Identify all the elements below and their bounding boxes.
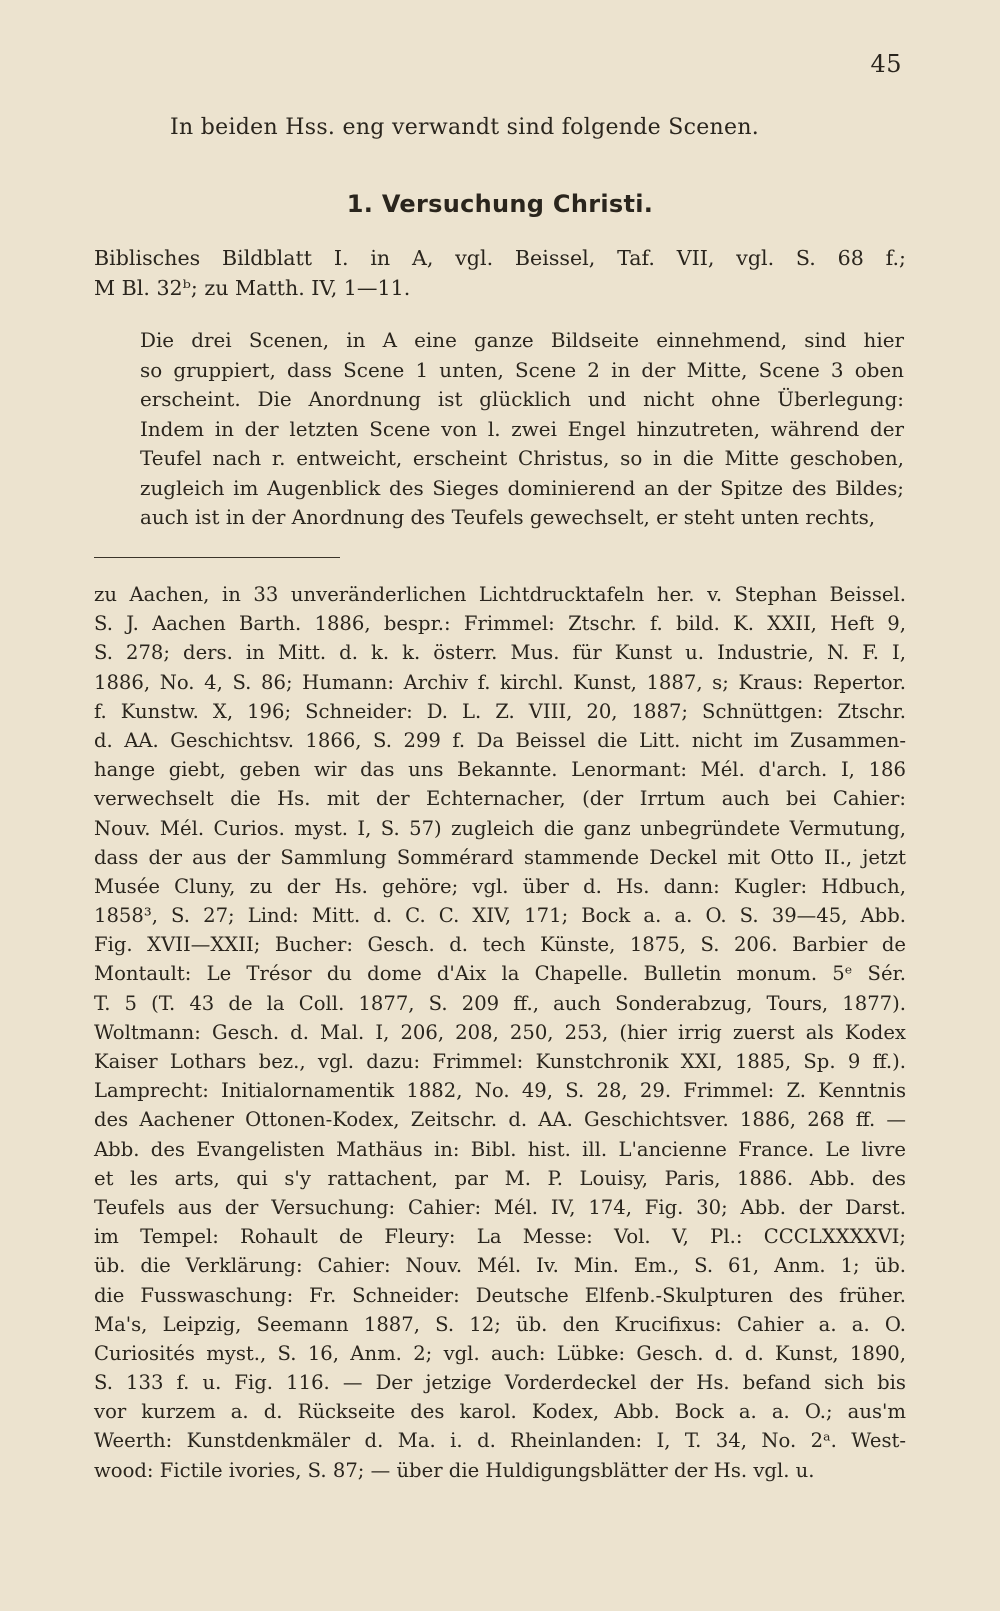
body-line: so gruppiert, dass Scene 1 unten, Scene 2 in der Mitte, Scene 3 oben	[140, 358, 904, 382]
footnote-line: Lamprecht: Initialornamentik 1882, No. 49, S. 28, 29. Frimmel: Z. Kenntnis	[94, 1079, 906, 1103]
body-line: Indem in der letzten Scene von l. zwei Engel hinzutreten, während der	[140, 417, 904, 441]
footnote-line: S. 278; ders. in Mitt. d. k. k. österr. Mus. für Kunst u. Industrie, N. F. I,	[94, 641, 906, 665]
page-number: 45	[870, 50, 902, 78]
footnote-line: T. 5 (T. 43 de la Coll. 1877, S. 209 ff., auch Sonderabzug, Tours, 1877).	[94, 991, 906, 1015]
footnote-line: hange giebt, geben wir das uns Bekannte. Lenormant: Mél. d'arch. I, 186	[94, 758, 906, 782]
reference-line: Biblisches Bildblatt I. in A, vgl. Beissel, Taf. VII, vgl. S. 68 f.;	[94, 246, 906, 270]
footnote-line: Teufels aus der Versuchung: Cahier: Mél. IV, 174, Fig. 30; Abb. der Darst.	[94, 1195, 906, 1219]
footnote	[94, 580, 906, 1485]
footnote-line: Kaiser Lothars bez., vgl. dazu: Frimmel: Kunstchronik XXI, 1885, Sp. 9 ff.).	[94, 1050, 906, 1073]
footnote-line: vor kurzem a. d. Rückseite des karol. Kodex, Abb. Bock a. a. O.; aus'm	[94, 1400, 906, 1424]
footnote-line: Nouv. Mél. Curios. myst. I, S. 57) zugleich die ganz unbegründete Vermutung,	[94, 816, 906, 840]
footnote-line: dass der aus der Sammlung Sommérard stammende Deckel mit Otto II., jetzt	[94, 845, 906, 869]
footnote-line: S. 133 f. u. Fig. 116. — Der jetzige Vorderdeckel der Hs. befand sich bis	[94, 1371, 906, 1395]
footnote-line: wood: Fictile ivories, S. 87; — über die Huldigungsblätter der Hs. vgl. u.	[94, 1458, 815, 1482]
body-line: erscheint. Die Anordnung ist glücklich und nicht ohne Überlegung:	[140, 388, 904, 411]
footnote-line: Weerth: Kunstdenkmäler d. Ma. i. d. Rheinlanden: I, T. 34, No. 2ᵃ. West-	[94, 1429, 906, 1453]
footnote-line: f. Kunstw. X, 196; Schneider: D. L. Z. VIII, 20, 1887; Schnüttgen: Ztschr.	[94, 699, 906, 723]
footnote-line: Montault: Le Trésor du dome d'Aix la Chapelle. Bulletin monum. 5ᵉ Sér.	[94, 962, 906, 986]
footnote-line: d. AA. Geschichtsv. 1866, S. 299 f. Da Beissel die Litt. nicht im Zusammen-	[94, 728, 906, 752]
body-line: Die drei Scenen, in A eine ganze Bildseite einnehmend, sind hier	[140, 329, 904, 352]
footnote-line: Fig. XVII—XXII; Bucher: Gesch. d. tech Künste, 1875, S. 206. Barbier de	[94, 933, 906, 957]
body-line: Teufel nach r. entweicht, erscheint Christus, so in die Mitte geschoben,	[140, 447, 904, 470]
footnote-line: zu Aachen, in 33 unveränderlichen Lichtdrucktafeln her. v. Stephan Beissel.	[94, 583, 906, 606]
section-heading: 1. Versuchung Christi.	[346, 190, 654, 218]
reference-line: M Bl. 32ᵇ; zu Matth. IV, 1—11.	[94, 276, 411, 300]
footnote-line: Ma's, Leipzig, Seemann 1887, S. 12; üb. den Krucifixus: Cahier a. a. O.	[94, 1312, 906, 1336]
body-paragraph	[140, 326, 904, 533]
body-line: zugleich im Augenblick des Sieges dominierend an der Spitze des Bildes;	[140, 476, 904, 500]
footnote-line: die Fusswaschung: Fr. Schneider: Deutsche Elfenb.-Skulpturen des früher.	[94, 1283, 906, 1307]
intro-sentence: In beiden Hss. eng verwandt sind folgende Scenen.	[170, 115, 760, 140]
footnote-line: im Tempel: Rohault de Fleury: La Messe: Vol. V, Pl.: CCCLXXXXVI;	[94, 1225, 906, 1249]
footnote-line: S. J. Aachen Barth. 1886, bespr.: Frimmel: Ztschr. f. bild. K. XXII, Heft 9,	[94, 612, 906, 636]
footnote-line: des Aachener Ottonen-Kodex, Zeitschr. d. AA. Geschichtsver. 1886, 268 ff. —	[94, 1108, 906, 1132]
footnote-divider	[94, 557, 340, 558]
footnote-line: üb. die Verklärung: Cahier: Nouv. Mél. Iv. Min. Em., S. 61, Anm. 1; üb.	[94, 1254, 906, 1278]
footnote-line: Abb. des Evangelisten Mathäus in: Bibl. hist. ill. L'ancienne France. Le livre	[94, 1137, 906, 1161]
footnote-line: Curiosités myst., S. 16, Anm. 2; vgl. auch: Lübke: Gesch. d. d. Kunst, 1890,	[94, 1341, 906, 1365]
body-line: auch ist in der Anordnung des Teufels gewechselt, er steht unten rechts,	[140, 506, 876, 529]
footnote-line: et les arts, qui s'y rattachent, par M. P. Louisy, Paris, 1886. Abb. des	[94, 1166, 906, 1190]
bible-reference	[94, 243, 906, 303]
footnote-line: 1858³, S. 27; Lind: Mitt. d. C. C. XIV, 171; Bock a. a. O. S. 39—45, Abb.	[94, 904, 906, 928]
footnote-line: Musée Cluny, zu der Hs. gehöre; vgl. über d. Hs. dann: Kugler: Hdbuch,	[94, 874, 906, 898]
footnote-line: 1886, No. 4, S. 86; Humann: Archiv f. kirchl. Kunst, 1887, s; Kraus: Repertor.	[94, 670, 906, 694]
footnote-line: verwechselt die Hs. mit der Echternacher, (der Irrtum auch bei Cahier:	[94, 787, 906, 811]
footnote-line: Woltmann: Gesch. d. Mal. I, 206, 208, 250, 253, (hier irrig zuerst als Kodex	[94, 1020, 906, 1044]
